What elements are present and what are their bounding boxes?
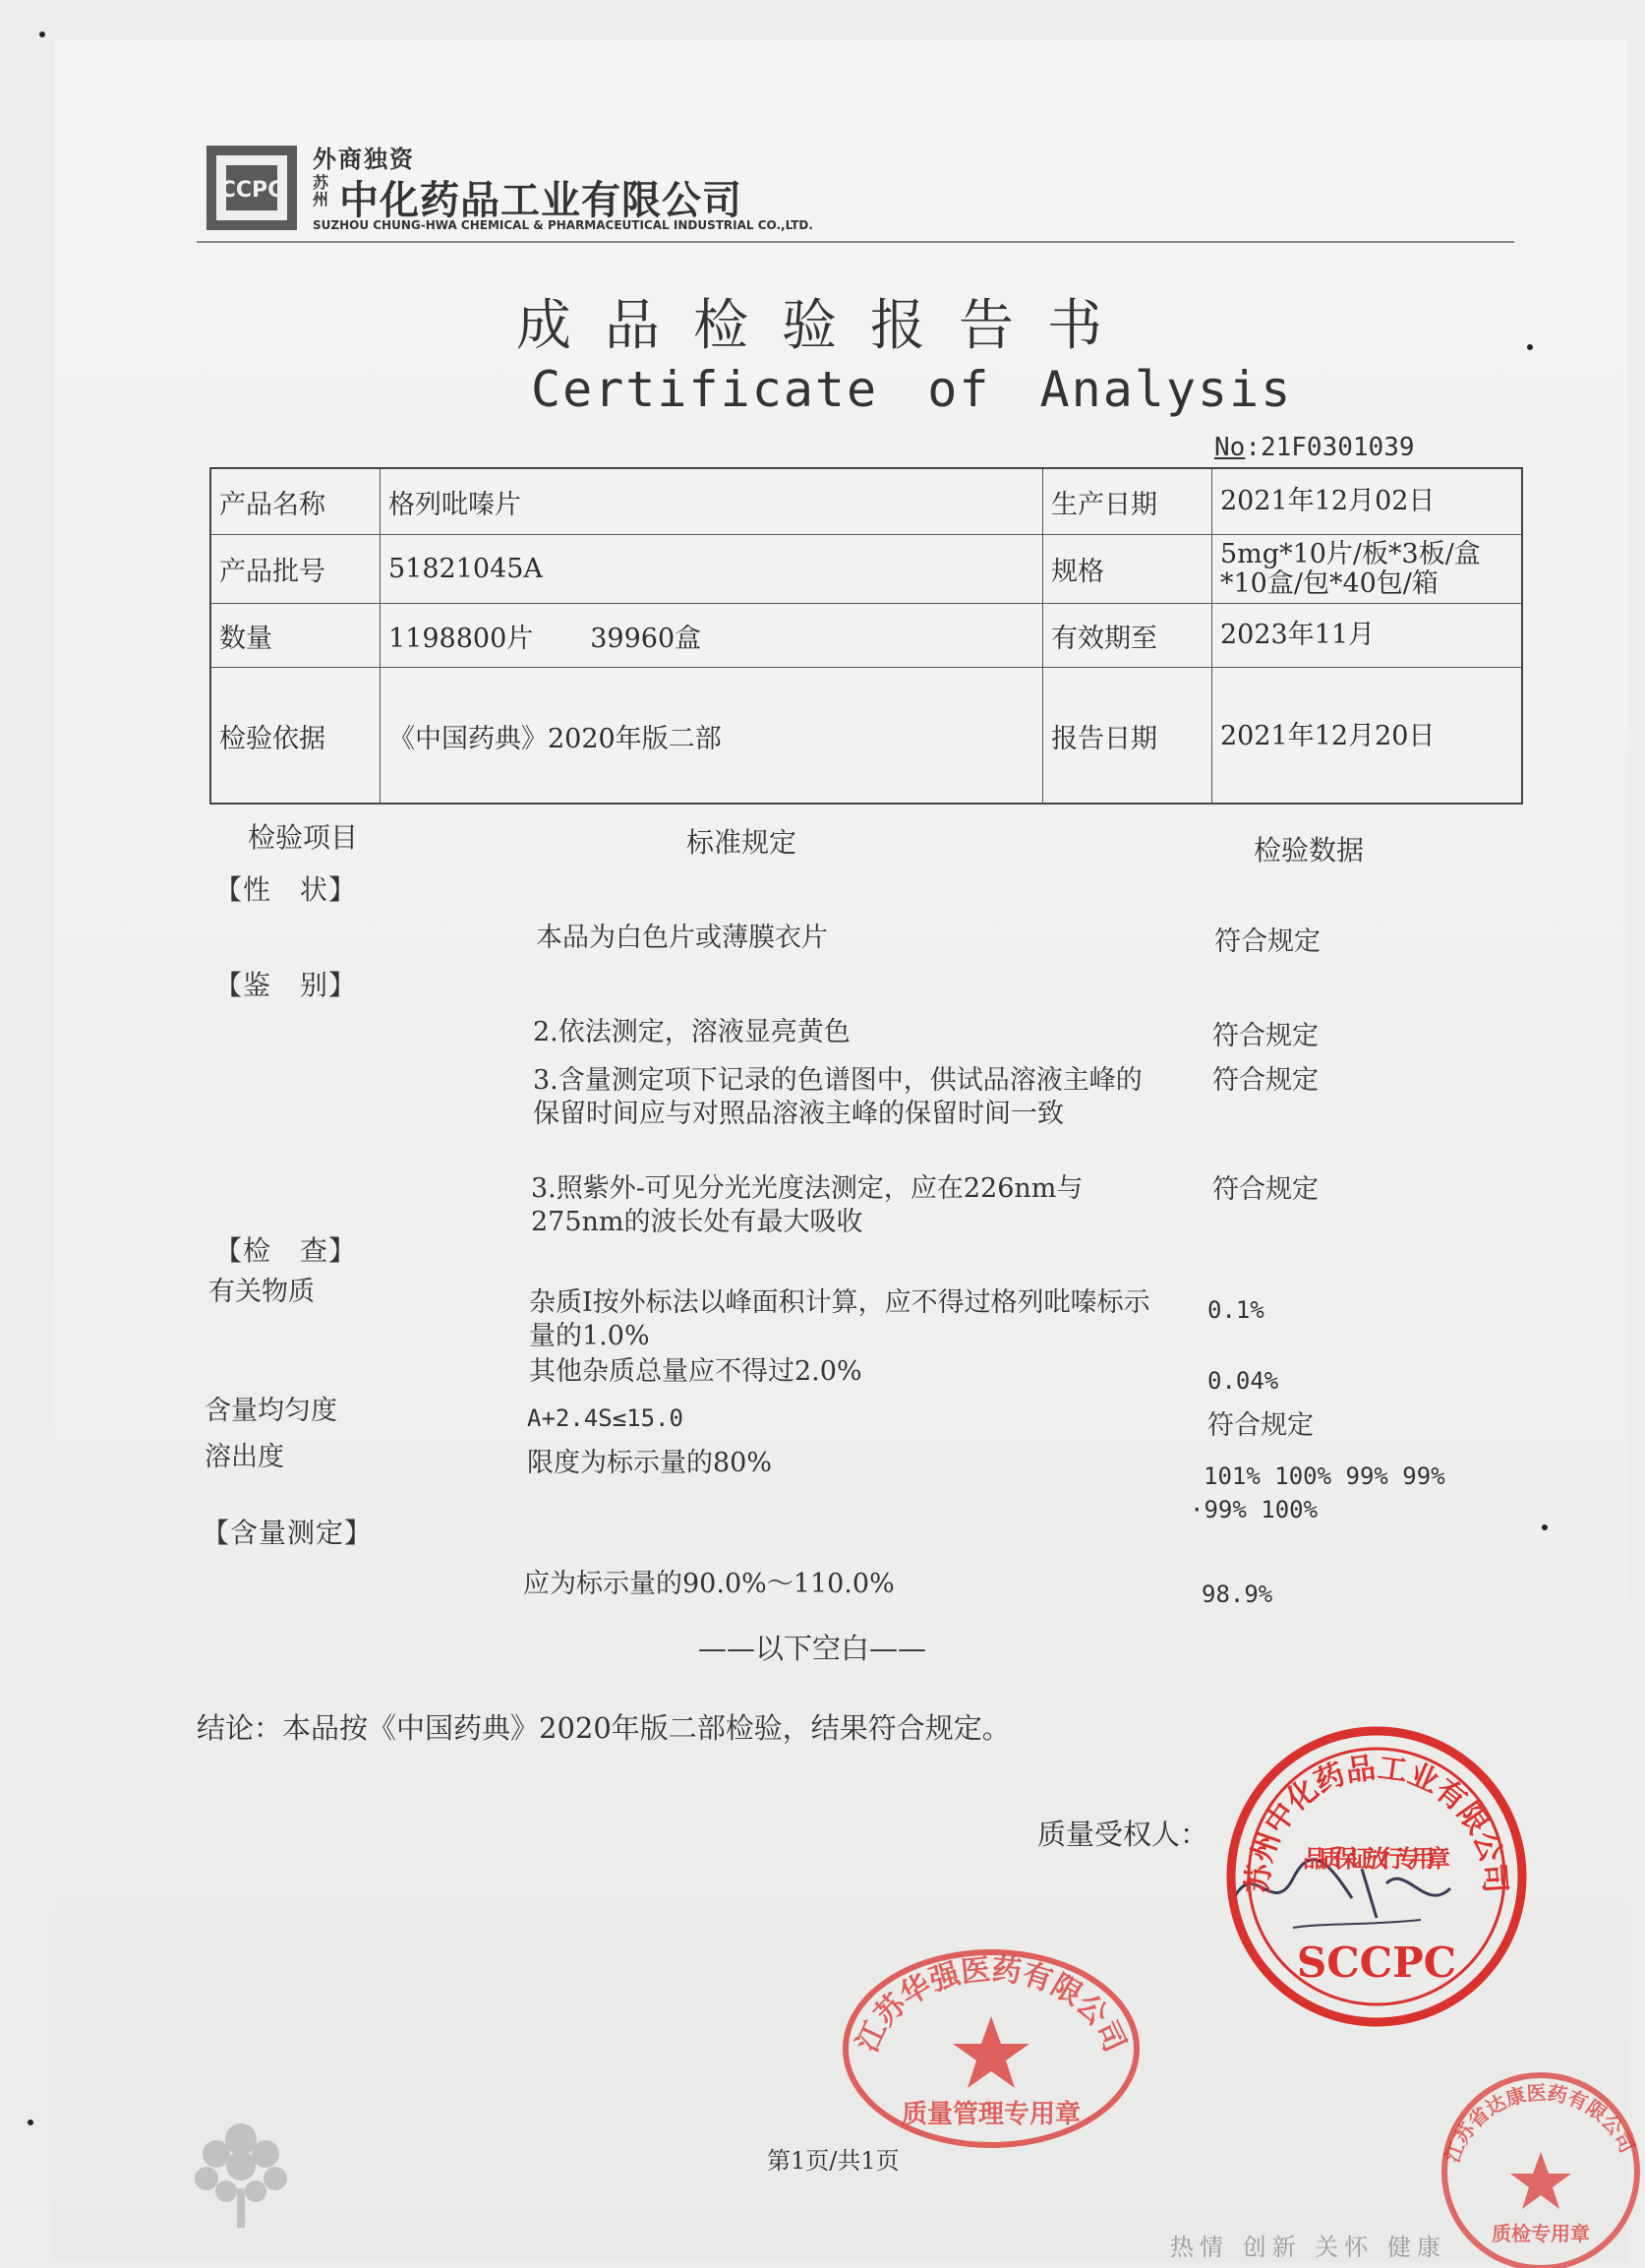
column-header-result: 检验数据 (1254, 834, 1365, 866)
product-name-value: 格列吡嗪片 (381, 469, 1043, 534)
section-identification: 【鉴 别】 (214, 969, 358, 1001)
production-date-value: 2021年12月02日 (1220, 486, 1436, 516)
dissolution-label: 溶出度 (205, 1442, 284, 1472)
quantity-value (381, 604, 1043, 667)
distributor-seal-text: 江苏华强医药有限公司 (850, 1952, 1133, 2058)
scan-speck (28, 2119, 33, 2125)
quantity-pieces: 1198800片 (388, 623, 534, 654)
blank-line: ——以下空白—— (698, 1632, 927, 1665)
table-row (211, 535, 1521, 604)
related-standard-1: 杂质Ⅰ按外标法以峰面积计算，应不得过格列吡嗪标示量的1.0% (529, 1287, 1150, 1351)
related-substances-label: 有关物质 (208, 1277, 315, 1307)
report-date-value: 2021年12月20日 (1220, 720, 1436, 751)
header-divider (197, 241, 1514, 243)
third-seal-text: 江苏省达康医药有限公司 (1439, 2080, 1640, 2166)
batch-label: 产品批号 (211, 535, 381, 603)
number-prefix: No (1214, 433, 1246, 462)
report-date-label: 报告日期 (1043, 668, 1212, 805)
content-uniformity-standard: A+2.4S≤15.0 (527, 1404, 683, 1432)
assay-standard: 应为标示量的90.0%～110.0% (523, 1569, 895, 1599)
company-name-en: SUZHOU CHUNG-HWA CHEMICAL & PHARMACEUTICAL INDUSTRIAL CO.,LTD. (313, 218, 813, 232)
expiry-value: 2023年11月 (1220, 620, 1376, 650)
table-row (211, 604, 1521, 668)
document-title-en: Certificate of Analysis (531, 361, 1293, 418)
product-info-table (209, 467, 1523, 805)
third-seal-bottom: 质检专用章 (1492, 2222, 1590, 2245)
batch-value: 51821045A (381, 535, 1043, 603)
authorized-person-label: 质量受权人： (1037, 1818, 1209, 1851)
dissolution-result-2: ·99% 100% (1190, 1496, 1319, 1523)
scan-speck (1542, 1524, 1548, 1530)
distributor-seal-icon (834, 1945, 1148, 2152)
quantity-boxes: 39960盒 (590, 623, 702, 654)
column-header-standard: 标准规定 (686, 826, 797, 859)
company-name: 中化药品工业有限公司 (339, 178, 742, 223)
table-row (211, 469, 1521, 535)
conclusion: 结论：本品按《中国药典》2020年版二部检验，结果符合规定。 (197, 1711, 1011, 1745)
spec-value: 5mg*10片/板*3板/盒*10盒/包*40包/箱 (1220, 538, 1481, 599)
identification-standard: 3.照紫外-可见分光光度法测定，应在226nm与275nm的波长处有最大吸收 (531, 1173, 1084, 1237)
svg-text:苏州中化药品工业有限公司 (1241, 1751, 1511, 1894)
number-value: :21F0301039 (1245, 433, 1415, 462)
star-icon (1510, 2152, 1571, 2209)
scan-speck (1527, 344, 1533, 350)
company-seal-text: 苏州中化药品工业有限公司 (1241, 1751, 1512, 1894)
identification-result: 符合规定 (1212, 1065, 1319, 1096)
content-uniformity-label: 含量均匀度 (205, 1396, 337, 1426)
related-result-1: 0.1% (1207, 1296, 1264, 1324)
table-row (211, 668, 1521, 805)
quantity-label: 数量 (211, 604, 381, 667)
section-assay: 【含量测定】 (202, 1517, 374, 1549)
company-city: 苏州 (313, 173, 329, 209)
related-result-2: 0.04% (1207, 1367, 1279, 1395)
column-header-item: 检验项目 (248, 821, 359, 854)
appearance-standard: 本品为白色片或薄膜衣片 (536, 923, 828, 953)
expiry-label: 有效期至 (1043, 604, 1212, 667)
tree-logo-icon (172, 2105, 310, 2252)
company-prefix: 外商独资 (313, 146, 415, 173)
identification-result: 符合规定 (1212, 1021, 1319, 1051)
identification-result: 符合规定 (1212, 1174, 1319, 1205)
identification-standard: 2.依法测定，溶液显亮黄色 (533, 1017, 851, 1047)
certificate-number (1214, 433, 1415, 462)
product-name-label: 产品名称 (211, 469, 381, 534)
scan-speck (39, 31, 45, 37)
identification-standard: 3.含量测定项下记录的色谱图中，供试品溶液主峰的保留时间应与对照品溶液主峰的保留时间一致 (533, 1065, 1143, 1129)
star-icon (953, 2016, 1029, 2088)
company-seal-center: 品质保证放行专用章 (1303, 1845, 1450, 1873)
basis-label: 检验依据 (211, 668, 381, 805)
third-seal-icon (1431, 2065, 1645, 2268)
dissolution-result-2-text: 99% 100% (1204, 1496, 1319, 1523)
content-uniformity-result: 符合规定 (1207, 1410, 1314, 1441)
spec-label: 规格 (1043, 535, 1212, 603)
section-appearance: 【性 状】 (214, 873, 358, 906)
distributor-seal-bottom: 质量管理专用章 (901, 2100, 1082, 2129)
production-date-label: 生产日期 (1043, 469, 1212, 534)
assay-result: 98.9% (1202, 1581, 1273, 1608)
dissolution-standard: 限度为标示量的80% (527, 1448, 773, 1478)
related-standard-2: 其他杂质总量应不得过2.0% (529, 1356, 862, 1387)
page-number: 第1页/共1页 (767, 2147, 900, 2175)
company-quality-seal-icon (1219, 1719, 1534, 2034)
dissolution-result-1: 101% 100% 99% 99% (1204, 1462, 1445, 1490)
basis-value: 《中国药典》2020年版二部 (381, 668, 1043, 805)
section-inspection: 【检 查】 (214, 1234, 358, 1267)
company-seal-bottom: SCCPC (1296, 1939, 1457, 1987)
document-title-cn: 成品检验报告书 (516, 294, 1136, 358)
logo-text: CCPC (219, 178, 284, 203)
company-logo-icon (206, 146, 297, 230)
footer-slogan: 热情 创新 关怀 健康 (1170, 2234, 1446, 2261)
appearance-result: 符合规定 (1214, 926, 1321, 957)
svg-text:江苏省达康医药有限公司 (1440, 2081, 1639, 2166)
